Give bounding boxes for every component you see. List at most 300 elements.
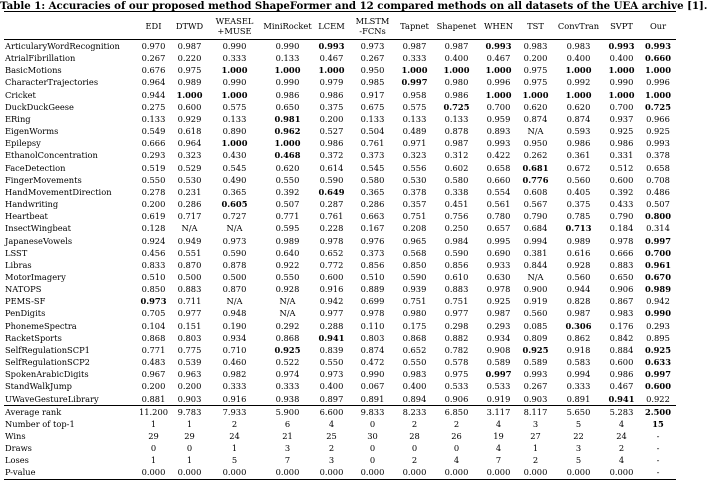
table-cell: 0.590 bbox=[222, 247, 247, 258]
table-cell: 0.067 bbox=[360, 381, 385, 392]
table-cell: 0.977 bbox=[319, 308, 344, 319]
table-cell: 0.133 bbox=[444, 113, 469, 124]
table-cell: 0.994 bbox=[523, 235, 548, 246]
table-cell: 0.908 bbox=[486, 344, 511, 355]
table-cell: 0.333 bbox=[222, 381, 247, 392]
table-cell: 1.000 bbox=[443, 65, 470, 76]
table-cell: 0.220 bbox=[177, 53, 202, 64]
table-cell: 0.333 bbox=[402, 53, 427, 64]
table-cell: 0.510 bbox=[141, 271, 166, 282]
table-cell: 0.602 bbox=[444, 162, 469, 173]
table-cell: 0.883 bbox=[609, 259, 634, 270]
table-cell: 0.000 bbox=[141, 467, 166, 478]
table-cell: 0.997 bbox=[401, 77, 428, 88]
table-cell: 1.000 bbox=[608, 89, 635, 100]
table-cell: 0.862 bbox=[566, 332, 591, 343]
table-cell: 9.783 bbox=[177, 406, 202, 417]
row-label: Number of top-1 bbox=[5, 418, 75, 429]
table-cell: 0 bbox=[150, 443, 157, 454]
table-cell: 0.228 bbox=[319, 223, 344, 234]
row-label: JapaneseVowels bbox=[5, 235, 73, 246]
row-label: StandWalkJump bbox=[5, 381, 72, 392]
table-cell: 0.378 bbox=[646, 150, 670, 161]
table-cell: 0.357 bbox=[402, 199, 427, 210]
table-row bbox=[4, 89, 676, 101]
table-cell: 0.987 bbox=[177, 41, 202, 51]
table-cell: 0.365 bbox=[360, 186, 385, 197]
row-label: Heartbeat bbox=[5, 211, 48, 222]
table-cell: 0.975 bbox=[444, 369, 469, 380]
table-cell: 0.554 bbox=[486, 186, 511, 197]
table-cell: 0.250 bbox=[444, 223, 469, 234]
table-cell: 0.652 bbox=[319, 247, 344, 258]
row-label: HandMovementDirection bbox=[5, 186, 112, 197]
table-cell: 0.110 bbox=[360, 320, 385, 331]
table-cell: 0.906 bbox=[609, 284, 634, 295]
row-label: NATOPS bbox=[5, 284, 42, 295]
table-cell: 0.973 bbox=[140, 296, 167, 307]
table-cell: 0.231 bbox=[177, 186, 202, 197]
table-cell: 0.977 bbox=[177, 308, 202, 319]
table-cell: 0.670 bbox=[645, 271, 671, 282]
table-cell: 0.549 bbox=[141, 126, 166, 137]
table-cell: 0.761 bbox=[360, 138, 385, 149]
table-cell: 0.000 bbox=[486, 467, 511, 478]
table-cell: 0.987 bbox=[486, 308, 511, 319]
table-cell: 0.593 bbox=[566, 126, 591, 137]
table-cell: 0.993 bbox=[486, 138, 511, 149]
table-cell: 0.967 bbox=[141, 369, 166, 380]
table-cell: 0.200 bbox=[523, 53, 548, 64]
table-cell: 0.973 bbox=[360, 41, 385, 51]
table-cell: 0.133 bbox=[402, 113, 427, 124]
table-cell: 0.000 bbox=[275, 467, 300, 478]
table-summary bbox=[4, 405, 676, 479]
table-cell: 4 bbox=[328, 418, 335, 429]
table-cell: 0.451 bbox=[444, 199, 469, 210]
table-cell: 0.986 bbox=[609, 138, 634, 149]
table-cell: 0.949 bbox=[177, 235, 202, 246]
table-cell: 0.965 bbox=[402, 235, 427, 246]
table-cell: 0.780 bbox=[486, 211, 511, 222]
column-header: TST bbox=[527, 20, 544, 31]
table-cell: 0.844 bbox=[523, 259, 548, 270]
table-cell: 0.568 bbox=[402, 247, 427, 258]
table-cell: 0.977 bbox=[444, 308, 469, 319]
table-cell: 3 bbox=[575, 443, 582, 454]
table-cell: 0.666 bbox=[609, 247, 634, 258]
table-row bbox=[4, 259, 676, 271]
table-cell: 0.287 bbox=[319, 199, 344, 210]
table-cell: 0.561 bbox=[486, 199, 511, 210]
table-cell: 0.472 bbox=[360, 357, 385, 368]
table-cell: 0.986 bbox=[444, 89, 469, 100]
table-cell: 0.971 bbox=[402, 138, 427, 149]
row-label: PenDigits bbox=[5, 308, 46, 319]
table-cell: 0.833 bbox=[141, 259, 166, 270]
table-cell: 0.925 bbox=[646, 126, 670, 137]
table-cell: 0.928 bbox=[566, 259, 591, 270]
table-cell: 0.963 bbox=[177, 369, 202, 380]
table-cell: 0.982 bbox=[222, 369, 247, 380]
table-cell: 0.620 bbox=[566, 101, 591, 112]
table-cell: 0.314 bbox=[646, 223, 670, 234]
table-cell: 0.578 bbox=[444, 357, 469, 368]
table-cell: 0.751 bbox=[444, 296, 469, 307]
table-cell: 0.942 bbox=[646, 296, 670, 307]
table-cell: 0.893 bbox=[486, 126, 511, 137]
table-cell: 5 bbox=[575, 455, 582, 466]
table-cell: 0.373 bbox=[360, 150, 385, 161]
table-cell: 0.306 bbox=[565, 320, 592, 331]
table-cell: 0.725 bbox=[443, 101, 470, 112]
table-cell: 0 bbox=[453, 443, 460, 454]
table-row bbox=[4, 198, 676, 210]
table-row bbox=[4, 125, 676, 137]
table-cell: 0.530 bbox=[402, 174, 427, 185]
table-row bbox=[4, 380, 676, 392]
table-row bbox=[4, 393, 676, 406]
table-cell: 0.422 bbox=[486, 150, 511, 161]
table-cell: 30 bbox=[367, 431, 378, 441]
table-cell: 1.000 bbox=[565, 89, 592, 100]
table-cell: 0.372 bbox=[319, 150, 344, 161]
table-cell: 0.958 bbox=[402, 89, 427, 100]
table-cell: 5.650 bbox=[566, 406, 591, 417]
column-header: WHEN bbox=[483, 20, 514, 31]
table-cell: 0.293 bbox=[486, 320, 511, 331]
table-cell: 0.700 bbox=[609, 101, 634, 112]
table-cell: 0.580 bbox=[444, 174, 469, 185]
table-cell: 0.978 bbox=[360, 308, 385, 319]
table-cell: 0.684 bbox=[523, 223, 548, 234]
table-cell: 0.590 bbox=[444, 247, 469, 258]
table-cell: 0.456 bbox=[141, 247, 166, 258]
table-cell: 0.839 bbox=[319, 344, 344, 355]
table-cell: 0.619 bbox=[141, 211, 166, 222]
table-cell: 0.900 bbox=[523, 284, 548, 295]
table-cell: 0.590 bbox=[319, 174, 344, 185]
table-cell: 0.803 bbox=[360, 332, 385, 343]
table-cell: 0.614 bbox=[319, 162, 344, 173]
table-cell: 0.937 bbox=[609, 113, 634, 124]
table-cell: 0.895 bbox=[646, 332, 670, 343]
table-cell: 0.942 bbox=[319, 296, 344, 307]
table-cell: 0.176 bbox=[609, 320, 634, 331]
table-cell: 0.331 bbox=[609, 150, 634, 161]
table-cell: 0.605 bbox=[221, 199, 248, 210]
table-cell: 0.522 bbox=[275, 357, 300, 368]
table-row bbox=[4, 356, 676, 368]
table-cell: 0.529 bbox=[177, 162, 202, 173]
table-row bbox=[4, 149, 676, 161]
table-cell: N/A bbox=[279, 296, 296, 307]
table-cell: 28 bbox=[409, 431, 420, 441]
row-label: CharacterTrajectories bbox=[5, 77, 99, 88]
table-cell: 0.151 bbox=[177, 320, 202, 331]
table-cell: 0.590 bbox=[402, 271, 427, 282]
table-cell: 0.200 bbox=[141, 381, 166, 392]
table-row bbox=[4, 320, 676, 332]
table-cell: 0.527 bbox=[319, 126, 344, 137]
table-cell: 0.699 bbox=[360, 296, 385, 307]
table-cell: 0.278 bbox=[141, 186, 166, 197]
row-label: Wins bbox=[5, 431, 26, 441]
table-cell: 1.000 bbox=[522, 89, 549, 100]
table-cell: 0.392 bbox=[609, 186, 634, 197]
table-cell: 0.992 bbox=[566, 77, 591, 88]
row-label: ERing bbox=[5, 113, 31, 124]
table-cell: 0.889 bbox=[360, 284, 385, 295]
table-cell: 0.000 bbox=[177, 467, 202, 478]
table-cell: 7 bbox=[495, 455, 502, 466]
table-cell: 0.929 bbox=[177, 113, 202, 124]
table-cell: 0.361 bbox=[566, 150, 591, 161]
table-cell: 0.640 bbox=[275, 247, 300, 258]
table-cell: 1 bbox=[186, 418, 193, 429]
column-header: MLSTM -FCNs bbox=[355, 15, 390, 36]
table-cell: N/A bbox=[279, 308, 296, 319]
table-cell: 0.986 bbox=[609, 369, 634, 380]
table-cell: 0.964 bbox=[177, 138, 202, 149]
table-cell: 0.467 bbox=[319, 53, 344, 64]
table-cell: 0.681 bbox=[522, 162, 549, 173]
table-cell: 0.903 bbox=[523, 393, 548, 404]
table-cell: 0.133 bbox=[141, 113, 166, 124]
table-header bbox=[4, 12, 676, 40]
table-cell: 0.533 bbox=[444, 381, 469, 392]
table-cell: 1.000 bbox=[645, 65, 671, 76]
table-cell: 1.000 bbox=[221, 89, 248, 100]
table-cell: 0.710 bbox=[222, 344, 247, 355]
table-cell: 0.989 bbox=[645, 284, 671, 295]
table-cell: 0.776 bbox=[522, 174, 549, 185]
table-cell: 0.293 bbox=[141, 150, 166, 161]
table-cell: 24 bbox=[616, 431, 627, 441]
table-cell: 0.560 bbox=[566, 174, 591, 185]
table-cell: 0.460 bbox=[222, 357, 247, 368]
table-cell: 0.589 bbox=[523, 357, 548, 368]
table-cell: 0.916 bbox=[222, 393, 247, 404]
table-cell: 0.550 bbox=[275, 271, 300, 282]
table-cell: 1.000 bbox=[221, 138, 248, 149]
table-cell: 0.184 bbox=[609, 223, 634, 234]
table-cell: 0.919 bbox=[523, 296, 548, 307]
table-cell: 0.658 bbox=[486, 162, 511, 173]
table-cell: 0.000 bbox=[444, 467, 469, 478]
summary-row bbox=[4, 454, 676, 466]
table-row bbox=[4, 235, 676, 247]
table-cell: 0.925 bbox=[522, 344, 549, 355]
table-cell: 1 bbox=[150, 418, 157, 429]
table-cell: 1.000 bbox=[221, 65, 248, 76]
table-cell: 0.575 bbox=[222, 101, 247, 112]
table-cell: 0.657 bbox=[486, 223, 511, 234]
table-cell: 0.483 bbox=[141, 357, 166, 368]
table-cell: 0.986 bbox=[319, 89, 344, 100]
table-cell: 0.333 bbox=[222, 53, 247, 64]
table-cell: 0.934 bbox=[486, 332, 511, 343]
row-label: ArticularyWordRecognition bbox=[5, 41, 120, 51]
table-cell: 1.000 bbox=[608, 65, 635, 76]
table-cell: 0.897 bbox=[319, 393, 344, 404]
table-cell: 22 bbox=[573, 431, 584, 441]
table-cell: 0.990 bbox=[275, 41, 300, 51]
table-cell: 2.500 bbox=[645, 406, 671, 417]
table-cell: 0.000 bbox=[319, 467, 344, 478]
table-cell: 0.405 bbox=[566, 186, 591, 197]
table-cell: 0.575 bbox=[402, 101, 427, 112]
table-cell: 0.874 bbox=[523, 113, 548, 124]
table-row bbox=[4, 344, 676, 356]
table-cell: 1.000 bbox=[318, 65, 345, 76]
table-cell: 0 bbox=[411, 443, 418, 454]
table-cell: 1 bbox=[532, 443, 539, 454]
table-row bbox=[4, 210, 676, 222]
table-cell: 0.489 bbox=[402, 126, 427, 137]
table-cell: 0.433 bbox=[609, 199, 634, 210]
table-cell: 0.550 bbox=[402, 357, 427, 368]
table-cell: 0.675 bbox=[360, 101, 385, 112]
table-cell: 0.323 bbox=[402, 150, 427, 161]
column-header: DTWD bbox=[175, 20, 204, 31]
table-cell: 0.545 bbox=[222, 162, 247, 173]
table-cell: 0.500 bbox=[222, 271, 247, 282]
table-cell: 0.772 bbox=[319, 259, 344, 270]
table-row bbox=[4, 295, 676, 307]
table-cell: 0.867 bbox=[609, 296, 634, 307]
table-cell: 0.133 bbox=[360, 113, 385, 124]
table-cell: 0.828 bbox=[566, 296, 591, 307]
row-label: EthanolConcentration bbox=[5, 150, 98, 161]
table-cell: 0.870 bbox=[222, 284, 247, 295]
table-cell: 0.981 bbox=[274, 113, 301, 124]
table-cell: 0.600 bbox=[645, 381, 671, 392]
table-cell: 0.618 bbox=[177, 126, 202, 137]
table-cell: 0.550 bbox=[319, 357, 344, 368]
table-row bbox=[4, 101, 676, 113]
table-cell: 0.539 bbox=[177, 357, 202, 368]
table-row bbox=[4, 76, 676, 88]
table-cell: 1.000 bbox=[401, 65, 428, 76]
summary-row bbox=[4, 418, 676, 430]
table-cell: 0.512 bbox=[609, 162, 634, 173]
table-cell: - bbox=[656, 431, 660, 441]
table-cell: 0.997 bbox=[645, 235, 671, 246]
table-cell: 0.933 bbox=[486, 259, 511, 270]
table-row bbox=[4, 283, 676, 295]
table-cell: 0.650 bbox=[609, 271, 634, 282]
table-cell: 0.881 bbox=[141, 393, 166, 404]
table-cell: 0.803 bbox=[177, 332, 202, 343]
table-cell: 0.944 bbox=[141, 89, 166, 100]
table-cell: 0.919 bbox=[486, 393, 511, 404]
table-cell: - bbox=[656, 455, 660, 466]
table-cell: 0.961 bbox=[645, 259, 671, 270]
table-cell: 0.974 bbox=[275, 369, 300, 380]
table-cell: 8.117 bbox=[523, 406, 548, 417]
table-cell: 0.941 bbox=[318, 332, 345, 343]
table-cell: 0.649 bbox=[318, 186, 345, 197]
table-cell: 0.990 bbox=[275, 77, 300, 88]
row-label: PEMS-SF bbox=[5, 296, 46, 307]
table-cell: 0.883 bbox=[444, 284, 469, 295]
row-label: LSST bbox=[5, 247, 28, 258]
table-cell: 29 bbox=[184, 431, 195, 441]
table-row bbox=[4, 162, 676, 174]
table-cell: 0.288 bbox=[319, 320, 344, 331]
table-cell: 0.996 bbox=[486, 77, 511, 88]
table-cell: 0.944 bbox=[566, 284, 591, 295]
table-cell: 0.983 bbox=[523, 41, 548, 51]
table-cell: 27 bbox=[530, 431, 541, 441]
table-row bbox=[4, 368, 676, 380]
column-header: EDI bbox=[145, 20, 162, 31]
table-cell: 3 bbox=[328, 455, 335, 466]
table-cell: 0.984 bbox=[444, 235, 469, 246]
row-label: Libras bbox=[5, 259, 32, 270]
table-cell: 0.610 bbox=[444, 271, 469, 282]
table-cell: 1 bbox=[186, 455, 193, 466]
table-cell: 0.906 bbox=[444, 393, 469, 404]
table-cell: N/A bbox=[226, 296, 243, 307]
table-cell: 0.713 bbox=[565, 223, 592, 234]
table-cell: 0.467 bbox=[609, 381, 634, 392]
table-cell: 0.660 bbox=[486, 174, 511, 185]
table-row bbox=[4, 64, 676, 76]
table-cell: 0.400 bbox=[319, 381, 344, 392]
table-cell: 21 bbox=[282, 431, 293, 441]
row-label: FingerMovements bbox=[5, 174, 82, 185]
table-cell: 0.267 bbox=[523, 381, 548, 392]
table-cell: 0.978 bbox=[609, 235, 634, 246]
table-cell: 0.507 bbox=[646, 199, 670, 210]
table-cell: 0.990 bbox=[645, 308, 671, 319]
table-cell: 0.600 bbox=[319, 271, 344, 282]
table-cell: 0.519 bbox=[141, 162, 166, 173]
table-cell: 0.000 bbox=[609, 467, 634, 478]
table-cell: 0.293 bbox=[646, 320, 670, 331]
table-cell: 0.381 bbox=[523, 247, 548, 258]
row-label: UWaveGestureLibrary bbox=[5, 393, 99, 404]
table-cell: 0.400 bbox=[402, 381, 427, 392]
table-cell: 5 bbox=[575, 418, 582, 429]
table-cell: 0.400 bbox=[444, 53, 469, 64]
table-cell: 0.167 bbox=[360, 223, 385, 234]
table-cell: 0.375 bbox=[319, 101, 344, 112]
table-cell: 0.708 bbox=[646, 174, 670, 185]
table-cell: 7 bbox=[284, 455, 291, 466]
table-cell: 0.690 bbox=[486, 247, 511, 258]
table-cell: 0.365 bbox=[222, 186, 247, 197]
table-cell: 0 bbox=[186, 443, 193, 454]
table-cell: 0.676 bbox=[141, 65, 166, 76]
table-cell: 0.983 bbox=[402, 369, 427, 380]
row-label: SelfRegulationSCP1 bbox=[5, 344, 90, 355]
row-label: Handwriting bbox=[5, 199, 59, 210]
table-cell: 0.987 bbox=[566, 308, 591, 319]
table-cell: 8.233 bbox=[402, 406, 427, 417]
table-cell: 2 bbox=[618, 443, 625, 454]
table-cell: 0.600 bbox=[177, 101, 202, 112]
table-cell: 0.550 bbox=[141, 174, 166, 185]
row-label: MotorImagery bbox=[5, 271, 66, 282]
table-cell: 0.530 bbox=[177, 174, 202, 185]
table-cell: 0.800 bbox=[645, 211, 671, 222]
table-cell: 0.894 bbox=[402, 393, 427, 404]
table-cell: 0.986 bbox=[319, 138, 344, 149]
table-cell: 0.922 bbox=[275, 259, 300, 270]
